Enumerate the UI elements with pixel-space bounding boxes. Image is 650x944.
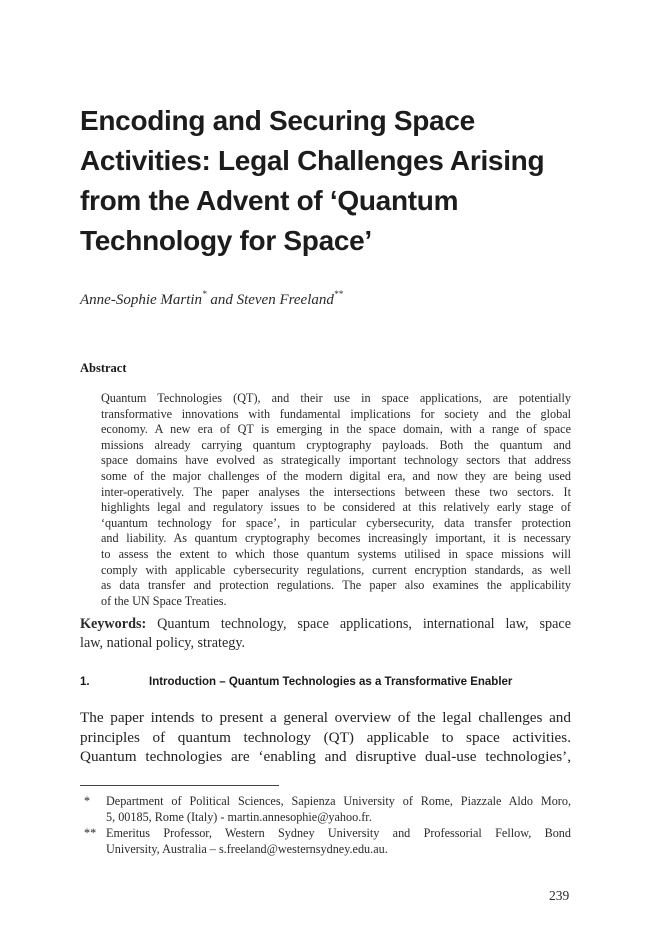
abstract-text (101, 391, 571, 609)
abstract-line: as data transfer and protection regulations. The paper also examines the applicability (101, 578, 571, 593)
section-heading: Introduction – Quantum Technologies as a Transformative Enabler (149, 676, 513, 688)
footnote-mark: * (84, 794, 91, 808)
paper-title (80, 101, 580, 261)
keywords-text: Quantum technology, space applications, international law, space (146, 616, 571, 632)
footnote-line: 5, 00185, Rome (Italy) - martin.annesophie@yahoo.fr. (106, 810, 372, 824)
footnote-marker: ** (333, 289, 343, 299)
body-line: principles of quantum technology (QT) applicable to space activities. (80, 728, 571, 746)
footnote-line: University, Australia – s.freeland@westernsydney.edu.au. (106, 842, 388, 856)
abstract-line: missions already carrying quantum cryptography payloads. Both the quantum and (101, 437, 571, 452)
author-line (80, 289, 343, 309)
abstract-line: of the UN Space Treaties. (101, 593, 227, 608)
abstract-line: to assess the extent to which those quantum systems utilised in space missions will (101, 546, 571, 561)
footnotes (80, 793, 571, 857)
keywords (80, 615, 571, 653)
abstract-line: and liability. As quantum cryptography becomes increasingly important, it is necessary (101, 531, 571, 546)
title-line: Activities: Legal Challenges Arising (80, 145, 545, 176)
keywords-label: Keywords: (80, 616, 147, 632)
keywords-line: law, national policy, strategy. (80, 635, 246, 651)
author-conjunction: and (206, 292, 237, 308)
footnote-divider (80, 785, 279, 786)
abstract-line: economy. A new era of QT is emerging in the space domain, with a range of space (101, 422, 571, 437)
keywords-line (80, 615, 571, 634)
title-line: Technology for Space’ (80, 225, 372, 256)
abstract-line: transformative innovations with fundamental implications for society and the global (101, 406, 571, 421)
page-number: 239 (549, 888, 570, 903)
abstract-heading: Abstract (80, 361, 127, 375)
body-line: Quantum technologies are ‘enabling and disruptive dual-use technologies’, (80, 748, 571, 765)
footnote-marker: * (202, 289, 207, 299)
abstract-line: comply with applicable cybersecurity regulations, current encryption standards, as well (101, 562, 571, 577)
abstract-line: highlights legal and regulatory issues to be considered at this relatively early stage of (101, 500, 571, 515)
abstract-line: space domains have evolved as strategically important technology sectors that address (101, 453, 571, 468)
author-name: Steven Freeland (236, 292, 334, 308)
title-line: from the Advent of ‘Quantum (80, 185, 459, 216)
abstract-line: some of the major challenges of the modern digital era, and now they are being used (101, 468, 571, 483)
footnote-line: Emeritus Professor, Western Sydney University and Professorial Fellow, Bond (106, 826, 571, 840)
body-paragraph (80, 708, 571, 767)
title-line: Encoding and Securing Space (80, 105, 475, 136)
abstract-line: ‘quantum technology for space’, in particular cybersecurity, data transfer protection (101, 515, 571, 530)
abstract-line: Quantum Technologies (QT), and their use in space applications, are potentially (101, 391, 571, 405)
body-line: The paper intends to present a general overview of the legal challenges and (80, 709, 571, 726)
footnote-line: Department of Political Sciences, Sapienza University of Rome, Piazzale Aldo Moro, (106, 794, 571, 808)
author-name: Anne-Sophie Martin (80, 292, 203, 308)
abstract-line: inter-operatively. The paper analyses the intersections between these two sectors. It (101, 484, 571, 499)
footnote-mark: ** (84, 826, 97, 840)
footnote (80, 825, 571, 857)
section-number: 1. (80, 676, 90, 688)
footnote (80, 793, 571, 825)
